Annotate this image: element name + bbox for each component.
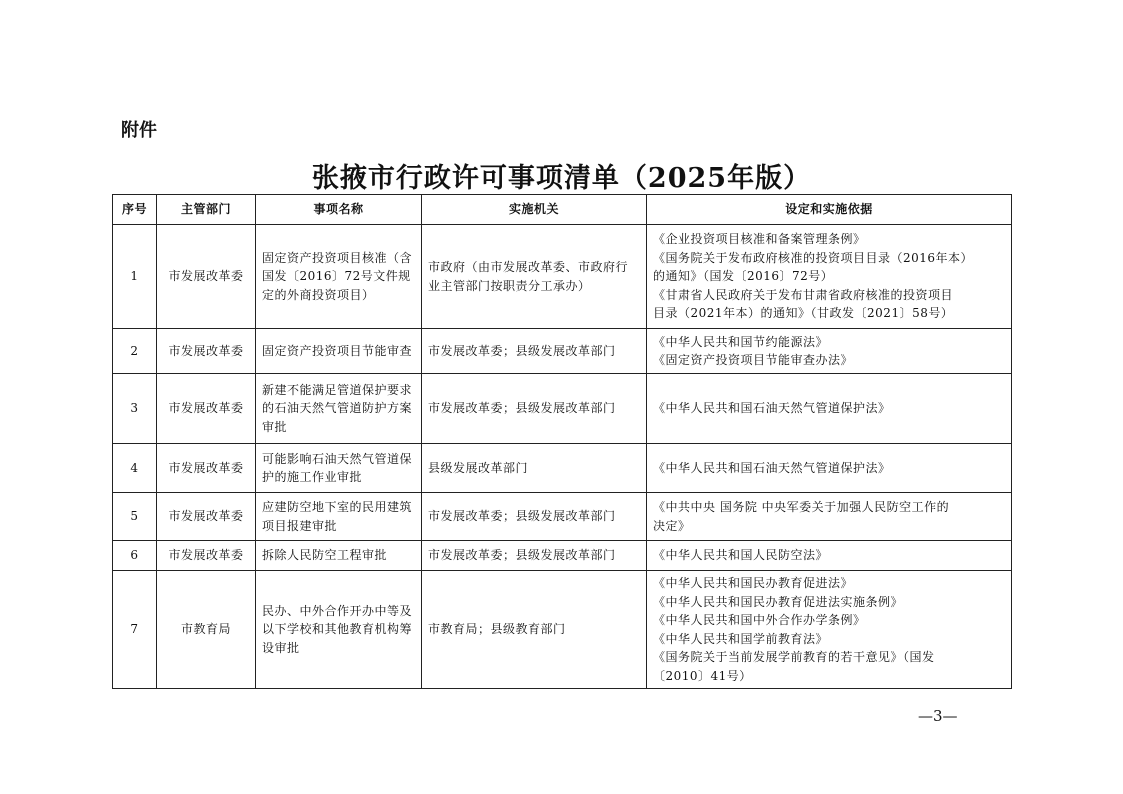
permit-table xyxy=(112,194,1012,689)
row-dept: 市发展改革委 xyxy=(157,374,256,444)
row-item: 新建不能满足管道保护要求的石油天然气管道防护方案审批 xyxy=(256,374,422,444)
row-item: 民办、中外合作开办中等及以下学校和其他教育机构筹设审批 xyxy=(256,571,422,689)
row-dept: 市教育局 xyxy=(157,571,256,689)
col-header-item: 事项名称 xyxy=(256,195,422,225)
document-title: 张掖市行政许可事项清单（2025年版） xyxy=(311,163,812,194)
row-item: 应建防空地下室的民用建筑项目报建审批 xyxy=(256,493,422,541)
row-basis xyxy=(647,571,1012,689)
row-basis xyxy=(647,225,1012,329)
table-header-row xyxy=(113,195,1012,225)
row-item: 固定资产投资项目核准（含国发〔2016〕72号文件规定的外商投资项目） xyxy=(256,225,422,329)
row-org: 市发展改革委；县级发展改革部门 xyxy=(422,374,647,444)
row-dept: 市发展改革委 xyxy=(157,493,256,541)
row-org: 市教育局；县级教育部门 xyxy=(422,571,647,689)
basis-line: 《中华人民共和国石油天然气管道保护法》 xyxy=(653,401,891,416)
col-header-no: 序号 xyxy=(113,195,157,225)
basis-line: 决定》 xyxy=(653,518,691,533)
basis-line: 〔2010〕41号） xyxy=(653,668,752,683)
basis-line: 《企业投资项目核准和备案管理条例》 xyxy=(653,232,866,247)
basis-line: 《固定资产投资项目节能审查办法》 xyxy=(653,353,854,367)
row-dept: 市发展改革委 xyxy=(157,444,256,493)
basis-line: 《中华人民共和国学前教育法》 xyxy=(653,631,829,646)
row-dept: 市发展改革委 xyxy=(157,329,256,374)
row-basis xyxy=(647,444,1012,493)
row-number: 7 xyxy=(113,571,157,689)
row-dept: 市发展改革委 xyxy=(157,225,256,329)
basis-line: 《中华人民共和国中外合作办学条例》 xyxy=(653,613,866,627)
col-header-org: 实施机关 xyxy=(422,195,647,225)
row-org: 市政府（由市发展改革委、市政府行业主管部门按职责分工承办） xyxy=(422,225,647,329)
basis-line: 《中华人民共和国民办教育促进法实施条例》 xyxy=(653,594,904,609)
row-number: 3 xyxy=(113,374,157,444)
row-org: 市发展改革委；县级发展改革部门 xyxy=(422,329,647,374)
row-item: 可能影响石油天然气管道保护的施工作业审批 xyxy=(256,444,422,493)
attachment-label: 附件 xyxy=(121,120,157,141)
row-item: 固定资产投资项目节能审查 xyxy=(256,329,422,374)
row-number: 5 xyxy=(113,493,157,541)
row-dept: 市发展改革委 xyxy=(157,541,256,571)
row-org: 市发展改革委；县级发展改革部门 xyxy=(422,541,647,571)
row-number: 4 xyxy=(113,444,157,493)
basis-line: 《中共中央 国务院 中央军委关于加强人民防空工作的 xyxy=(653,500,950,514)
row-item: 拆除人民防空工程审批 xyxy=(256,541,422,571)
basis-line: 的通知》（国发〔2016〕72号） xyxy=(653,269,834,284)
row-number: 6 xyxy=(113,541,157,571)
basis-line: 《国务院关于发布政府核准的投资项目目录（2016年本） xyxy=(653,250,974,265)
page-number: —3— xyxy=(918,707,958,725)
table-row xyxy=(113,225,1012,329)
basis-line: 《中华人民共和国民办教育促进法》 xyxy=(653,576,854,590)
table-row xyxy=(113,571,1012,689)
basis-line: 《甘肃省人民政府关于发布甘肃省政府核准的投资项目 xyxy=(653,287,954,302)
basis-line: 《国务院关于当前发展学前教育的若干意见》（国发 xyxy=(653,650,935,664)
table-row xyxy=(113,541,1012,571)
table-row xyxy=(113,444,1012,493)
row-basis xyxy=(647,329,1012,374)
table-row xyxy=(113,493,1012,541)
row-basis xyxy=(647,374,1012,444)
basis-line: 《中华人民共和国人民防空法》 xyxy=(653,548,829,563)
table-row xyxy=(113,374,1012,444)
table-row xyxy=(113,329,1012,374)
row-org: 县级发展改革部门 xyxy=(422,444,647,493)
basis-line: 目录（2021年本）的通知》（甘政发〔2021〕58号） xyxy=(653,306,954,321)
basis-line: 《中华人民共和国节约能源法》 xyxy=(653,334,829,349)
row-basis xyxy=(647,493,1012,541)
basis-line: 《中华人民共和国石油天然气管道保护法》 xyxy=(653,460,891,475)
row-number: 1 xyxy=(113,225,157,329)
row-org: 市发展改革委；县级发展改革部门 xyxy=(422,493,647,541)
row-basis xyxy=(647,541,1012,571)
row-number: 2 xyxy=(113,329,157,374)
col-header-dept: 主管部门 xyxy=(157,195,256,225)
col-header-basis: 设定和实施依据 xyxy=(647,195,1012,225)
